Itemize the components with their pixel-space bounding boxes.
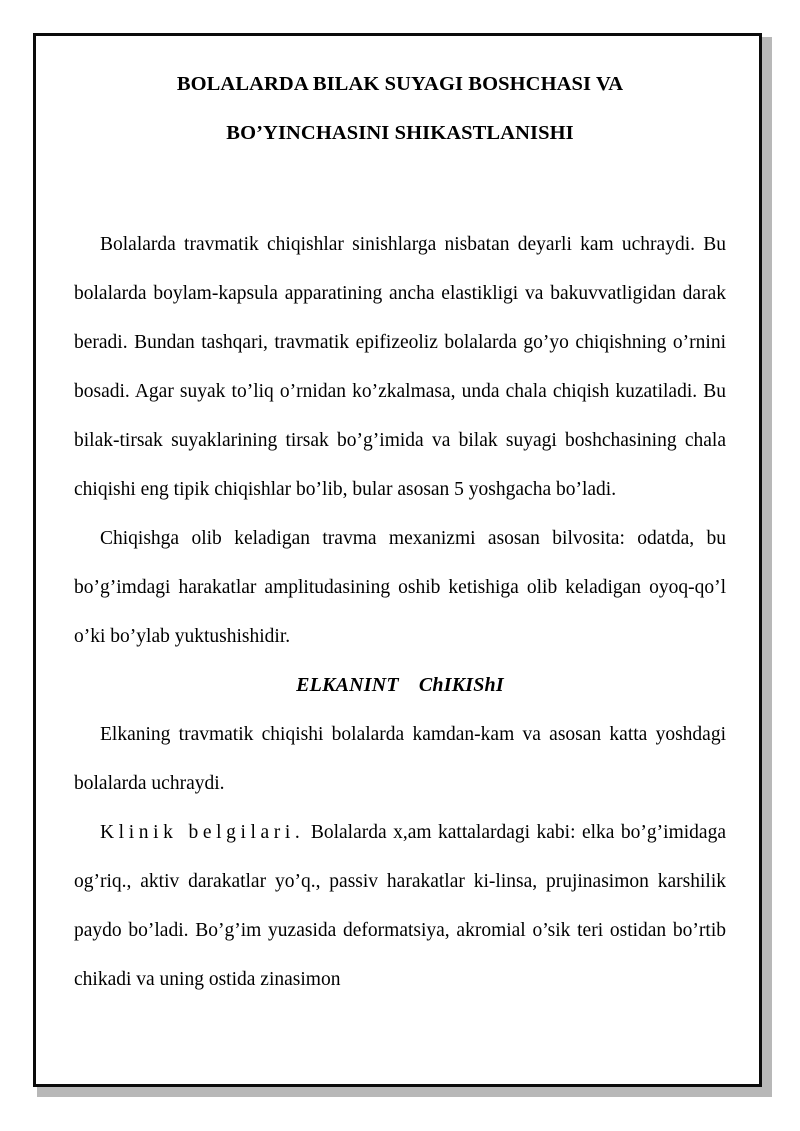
paragraph-mechanism: Chiqishga olib keladigan travma mexanizmi asosan bilvosita: odatda, bu bo’g’imdagi harakatlar amplitudasining oshib ketishiga olib keladigan oyoq-qo’l o’ki bo’ylab yuktushishidir. — [74, 528, 726, 647]
paragraph-shoulder-intro: Elkaning travmatik chiqishi bolalarda kamdan-kam va asosan katta yoshdagi bolalarda uchraydi. — [74, 724, 726, 794]
section-heading-word-1: ELKANINT — [296, 674, 399, 696]
clinical-signs-label: Klinik belgilari. — [100, 822, 305, 843]
paragraph-intro: Bolalarda travmatik chiqishlar sinishlarga nisbatan deyarli kam uchraydi. Bu bolalarda boylam-kapsula apparatining ancha elastikligi va bakuvvatligidan darak beradi. Bundan tashqari, travmatik epifizeoliz bolalarda go’yo chiqishning o’rnini bosadi. Agar suyak to’liq o’rnidan ko’zkalmasa, unda chala chiqish kuzatiladi. Bu bilak-tirsak suyaklarining tirsak bo’g’imida va bilak suyagi boshchasining chala chiqishi eng tipik chiqishlar bo’lib, bular asosan 5 yoshgacha bo’ladi. — [74, 234, 726, 500]
page-title-line-2: BO’YINCHASINI SHIKASTLANISHI — [226, 122, 574, 144]
section-heading-word-2: ChIKIShI — [418, 674, 504, 696]
clinical-signs-text: Bolalarda x,am kattalardagi kabi: elka bo’g’imidaga og’riq., aktiv darakatlar yo’q., passiv harakatlar ki-linsa, prujinasimon karshilik paydo bo’ladi. Bo’g’im yuzasida deformatsiya, akromial o’sik teri ostidan bo’rtib chikadi va uning ostida zinasimon — [74, 822, 726, 990]
section-heading — [74, 661, 726, 710]
page-title — [74, 60, 726, 158]
page-title-line-1: BOLALARDA BILAK SUYAGI BOSHCHASI VA — [176, 73, 624, 95]
paragraph-clinical-signs — [74, 808, 726, 1004]
title-spacer — [74, 158, 726, 220]
document-body — [74, 60, 726, 1004]
page-frame-border — [33, 33, 762, 1087]
